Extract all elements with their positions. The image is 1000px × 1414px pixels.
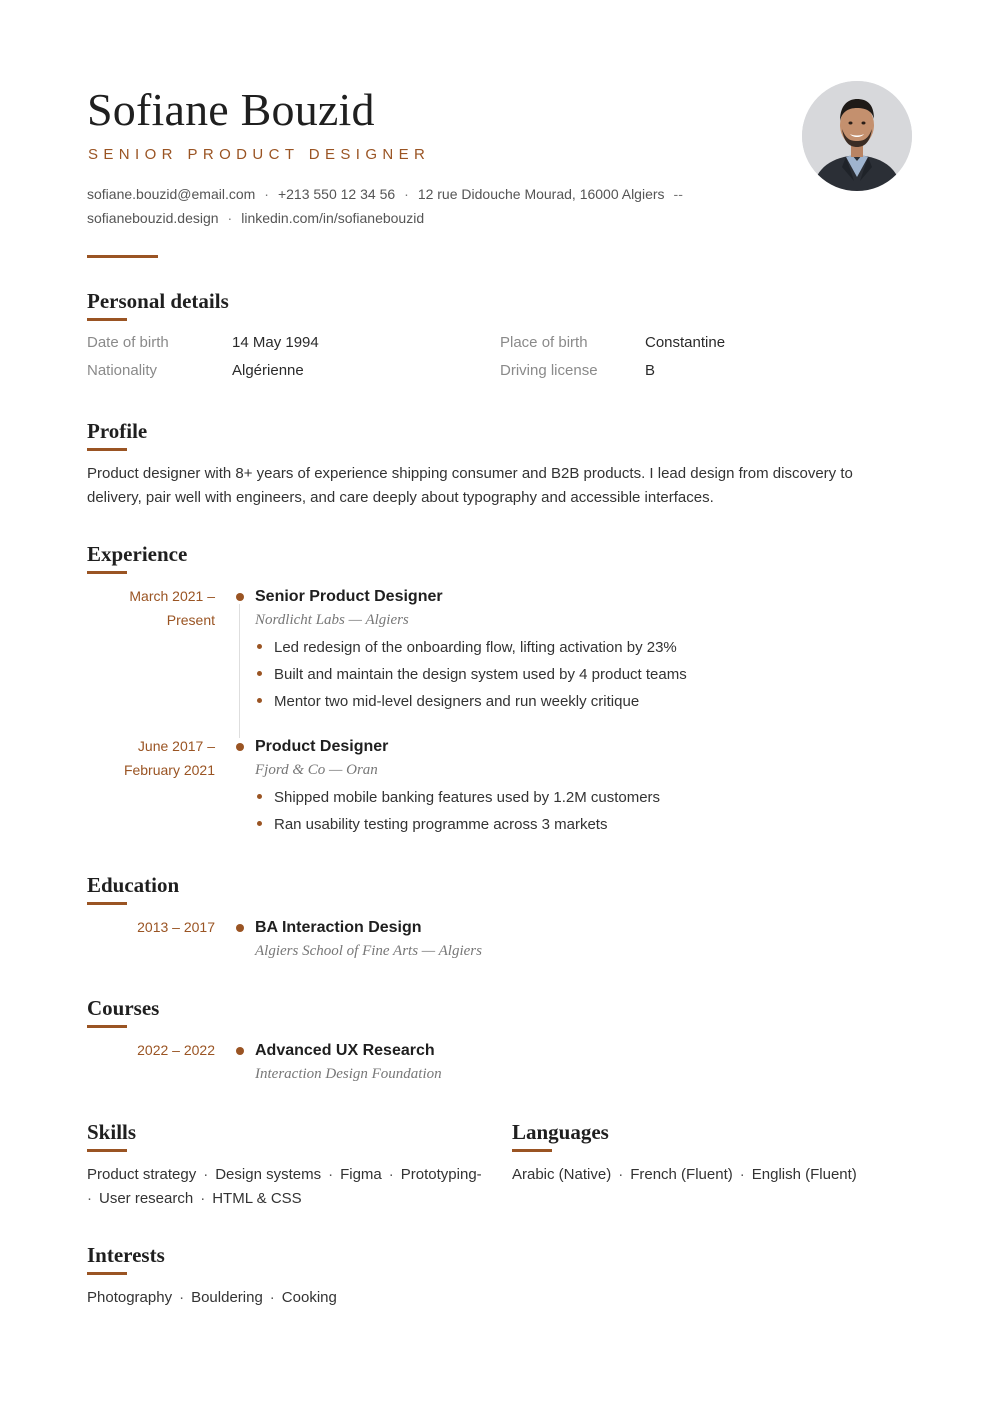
list-separator: · [269,1289,275,1306]
language-item: Arabic (Native) [512,1166,612,1183]
place-of-birth-value: Constantine [645,334,726,351]
timeline-connector [239,604,240,738]
course-title: Advanced UX Research [255,1042,435,1059]
timeline-dot [236,1047,244,1055]
experience-bullet: Led redesign of the onboarding flow, lifting activation by 23% [257,639,677,656]
section-title-languages: Languages [512,1120,609,1144]
section-title-courses: Courses [87,996,160,1020]
driving-license-value: B [645,362,656,379]
skill-item: HTML & CSS [212,1190,302,1207]
date-start: June 2017 – [137,738,215,754]
company-name: Fjord & Co — Oran [255,762,378,778]
degree-title: BA Interaction Design [255,919,422,936]
contact-separator: · [404,186,409,202]
language-item: French (Fluent) [630,1166,733,1183]
section-underline [512,1149,552,1152]
job-headline: SENIOR PRODUCT DESIGNER [88,146,431,163]
experience-bullet: Mentor two mid-level designers and run weekly critique [257,693,639,710]
skills-list [87,1163,497,1211]
date-end: February 2021 [123,762,215,778]
date-of-birth-value: 14 May 1994 [232,334,319,351]
interest-item: Photography [87,1289,173,1306]
phone-number[interactable]: +213 550 12 34 56 [277,186,396,202]
date-start: March 2021 – [129,588,215,604]
list-separator: · [87,1190,92,1207]
header-divider [87,255,158,258]
section-title-interests: Interests [87,1243,165,1267]
profile-photo [802,81,912,191]
linkedin-link[interactable]: linkedin.com/in/sofianebouzid [241,210,425,226]
interest-item: Bouldering [191,1289,263,1306]
languages-list [512,1163,932,1187]
address: 12 rue Didouche Mourad, 16000 Algiers [417,186,665,202]
section-title-personal-details: Personal details [87,289,229,313]
section-underline [87,448,127,451]
job-title: Senior Product Designer [255,588,443,605]
section-underline [87,571,127,574]
interest-item: Cooking [281,1289,337,1306]
section-underline [87,318,127,321]
school-name: Algiers School of Fine Arts — Algiers [255,943,482,959]
section-underline [87,1025,127,1028]
experience-date-range [100,584,215,632]
skill-item: Design systems [215,1166,322,1183]
timeline-dot [236,743,244,751]
list-separator: · [328,1166,334,1183]
nationality-label: Nationality [87,362,158,379]
contact-separator: · [264,186,269,202]
list-separator: · [200,1190,206,1207]
date-of-birth-label: Date of birth [87,334,169,351]
skill-item: User research [99,1190,194,1207]
company-name: Nordlicht Labs — Algiers [255,612,409,628]
section-underline [87,1149,127,1152]
contact-info [87,182,727,230]
section-title-experience: Experience [87,542,188,566]
section-title-skills: Skills [87,1120,137,1144]
driving-license-label: Driving license [500,362,598,379]
skill-item: Prototyping- [400,1166,482,1183]
contact-separator: · [227,210,233,226]
candidate-name: Sofiane Bouzid [87,84,375,135]
timeline-dot [236,924,244,932]
email-link[interactable]: sofiane.bouzid@email.com [87,186,256,202]
experience-bullet: Built and maintain the design system used by 4 product teams [257,666,687,683]
list-separator: · [618,1166,624,1183]
list-separator: · [179,1289,185,1306]
course-provider: Interaction Design Foundation [255,1066,442,1082]
timeline-dot [236,593,244,601]
section-underline [87,1272,127,1275]
experience-bullet: Shipped mobile banking features used by 1.2M customers [257,789,660,806]
date-end: Present [166,612,215,628]
section-title-education: Education [87,873,180,897]
place-of-birth-label: Place of birth [500,334,588,351]
interests-list [87,1286,587,1310]
education-date-range: 2013 – 2017 [137,919,215,935]
list-separator: · [203,1166,209,1183]
nationality-value: Algérienne [232,362,304,379]
job-title: Product Designer [255,738,389,755]
experience-date-range [100,734,215,782]
skill-item: Figma [340,1166,382,1183]
section-underline [87,902,127,905]
language-item: English (Fluent) [751,1166,857,1183]
list-separator: · [388,1166,394,1183]
section-title-profile: Profile [87,419,148,443]
profile-summary: Product designer with 8+ years of experience shipping consumer and B2B products. I lead design from discovery to delivery, pair well with engineers, and care deeply about typography and accessible interfaces. [87,465,853,506]
contact-trailing: -- [673,186,683,202]
list-separator: · [739,1166,745,1183]
experience-bullet: Ran usability testing programme across 3 markets [257,816,607,833]
avatar-portrait-icon [802,81,912,191]
skill-item: Product strategy [87,1166,197,1183]
website-link[interactable]: sofianebouzid.design [87,210,219,226]
course-date-range: 2022 – 2022 [137,1042,215,1058]
